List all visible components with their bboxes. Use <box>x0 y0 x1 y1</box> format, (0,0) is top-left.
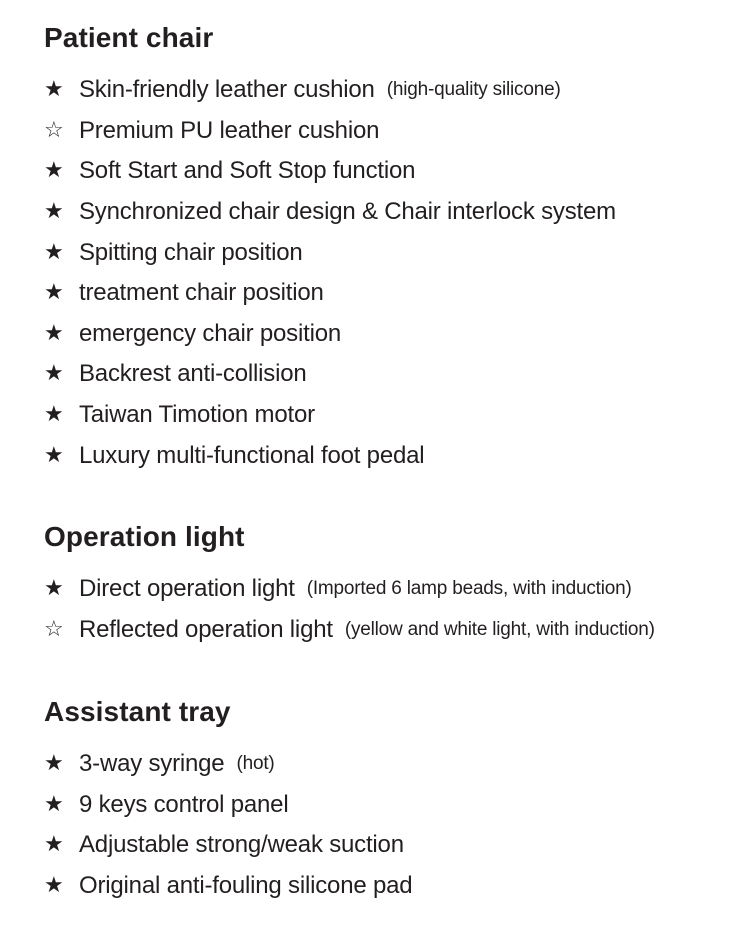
feature-note: (yellow and white light, with induction) <box>344 618 655 640</box>
feature-label: emergency chair position <box>79 319 342 347</box>
feature-label: 9 keys control panel <box>79 790 289 818</box>
list-item <box>44 610 655 651</box>
feature-note: (Imported 6 lamp beads, with induction) <box>306 578 632 600</box>
section-assistant-tray <box>44 698 412 906</box>
feature-label: Adjustable strong/weak suction <box>79 831 404 859</box>
star-outline-icon: ☆ <box>44 117 64 143</box>
section-operation-light <box>44 523 655 650</box>
list-item <box>44 70 616 111</box>
list-item <box>44 744 412 785</box>
feature-label: Taiwan Timotion motor <box>79 401 315 429</box>
star-filled-icon: ★ <box>44 873 64 899</box>
feature-label: 3-way syringe <box>79 750 225 778</box>
star-filled-icon: ★ <box>44 791 64 817</box>
feature-label: Synchronized chair design & Chair interlock system <box>79 198 616 226</box>
feature-label: Skin-friendly leather cushion <box>79 76 375 104</box>
feature-label: Reflected operation light <box>79 615 333 643</box>
list-item <box>44 435 616 476</box>
star-filled-icon: ★ <box>44 832 64 858</box>
feature-list <box>44 70 616 476</box>
list-item <box>44 825 412 866</box>
feature-label: Premium PU leather cushion <box>79 116 380 144</box>
feature-label: Original anti-fouling silicone pad <box>79 872 413 900</box>
list-item <box>44 354 616 395</box>
list-item <box>44 569 655 610</box>
star-filled-icon: ★ <box>44 442 64 468</box>
section-title: Assistant tray <box>44 696 231 727</box>
star-outline-icon: ☆ <box>44 616 64 642</box>
feature-label: Spitting chair position <box>79 238 303 266</box>
list-item <box>44 866 412 907</box>
star-filled-icon: ★ <box>44 239 64 265</box>
star-filled-icon: ★ <box>44 576 64 602</box>
star-filled-icon: ★ <box>44 158 64 184</box>
list-item <box>44 151 616 192</box>
list-item <box>44 192 616 233</box>
list-item <box>44 273 616 314</box>
section-patient-chair <box>44 24 616 476</box>
feature-note: (high-quality silicone) <box>386 79 561 101</box>
list-item <box>44 395 616 436</box>
star-filled-icon: ★ <box>44 199 64 225</box>
feature-label: Soft Start and Soft Stop function <box>79 157 416 185</box>
star-filled-icon: ★ <box>44 361 64 387</box>
feature-list <box>44 744 412 906</box>
section-title: Patient chair <box>44 22 214 53</box>
feature-label: Direct operation light <box>79 575 295 603</box>
star-filled-icon: ★ <box>44 751 64 777</box>
list-item <box>44 785 412 826</box>
feature-label: Backrest anti-collision <box>79 360 307 388</box>
list-item <box>44 111 616 152</box>
star-filled-icon: ★ <box>44 320 64 346</box>
feature-label: Luxury multi-functional foot pedal <box>79 441 425 469</box>
feature-note: (hot) <box>236 753 275 775</box>
star-filled-icon: ★ <box>44 77 64 103</box>
feature-list <box>44 569 655 650</box>
star-filled-icon: ★ <box>44 280 64 306</box>
list-item <box>44 314 616 355</box>
star-filled-icon: ★ <box>44 402 64 428</box>
section-title: Operation light <box>44 521 245 552</box>
list-item <box>44 232 616 273</box>
feature-label: treatment chair position <box>79 279 324 307</box>
